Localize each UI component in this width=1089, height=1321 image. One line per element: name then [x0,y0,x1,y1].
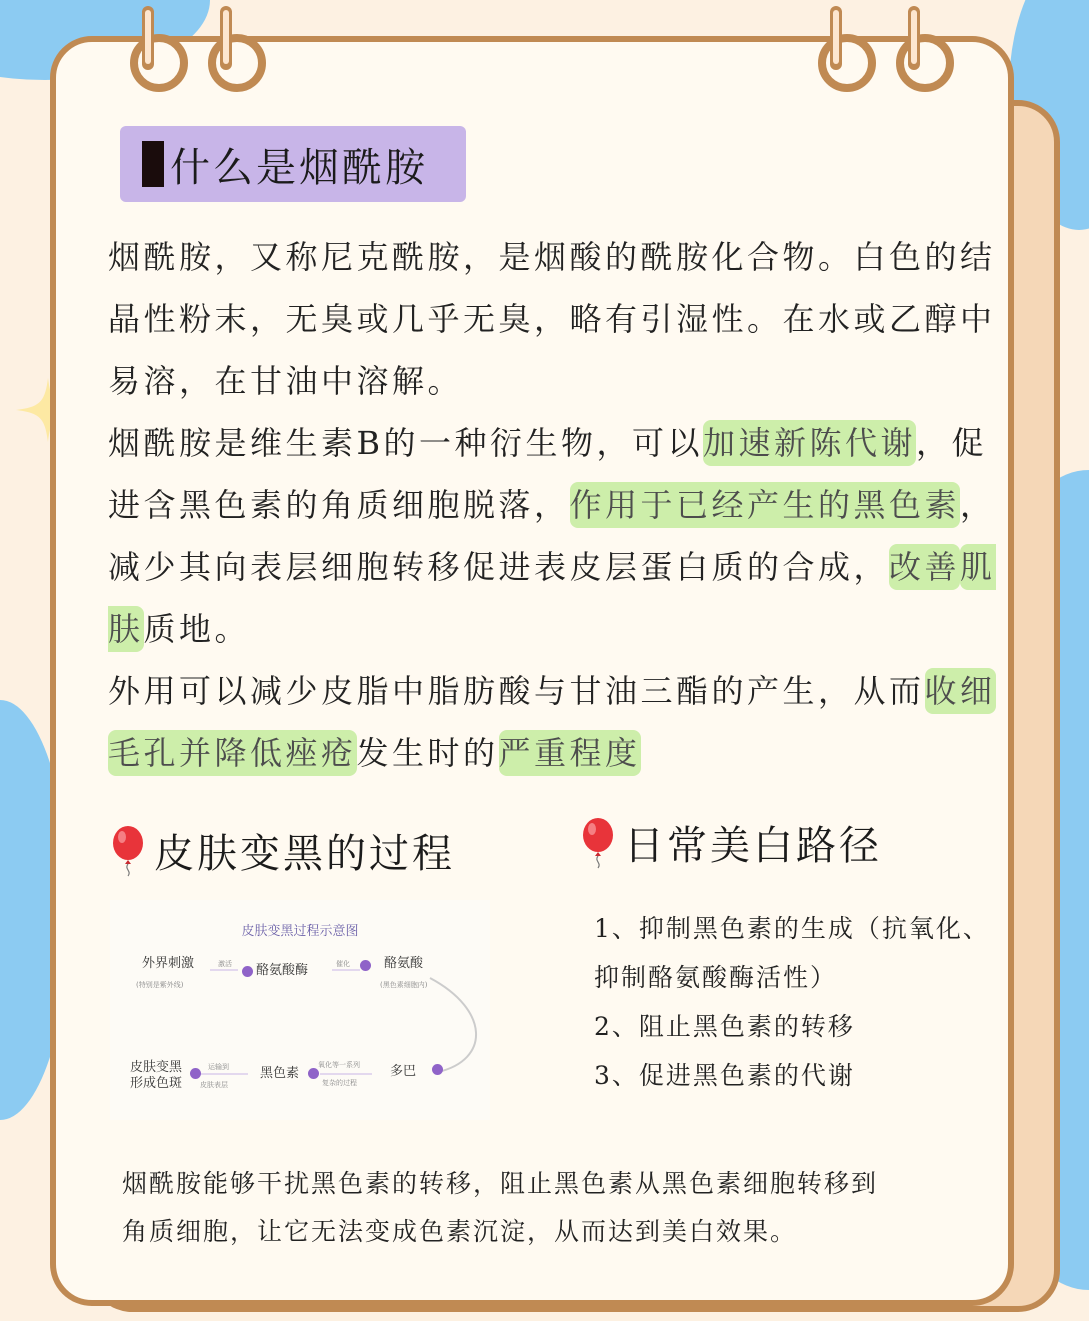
highlight: 严重程度 [499,730,641,776]
binder-ring-icon [818,34,876,92]
section-title-banner [120,126,466,202]
section-title: 什么是烟酰胺 [170,144,428,191]
diagram-marker [242,966,253,977]
highlight: 加速新陈代谢 [703,420,916,466]
binder-ring-icon [896,34,954,92]
title-marker [142,141,164,187]
text-run: ，促进含黑色素的角质细胞脱落， [108,424,988,524]
list-item: 3、促进黑色素的代谢 [594,1061,855,1090]
text-run: 质地。 [143,610,251,648]
diagram-title: 皮肤变黑过程示意图 [241,924,359,939]
paragraph: 烟酰胺，又称尼克酰胺，是烟酸的酰胺化合物。白色的结晶性粉末，无臭或几乎无臭，略有引湿性。在水或乙醇中易溶，在甘油中溶解。 [108,238,996,400]
text-run: 外用可以减少皮脂中脂肪酸与甘油三酯的产生，从而 [108,672,925,710]
diagram-node-line: 形成色斑 [130,1076,183,1091]
section-heading [580,814,882,871]
list-item: 2、阻止黑色素的转移 [594,1012,855,1041]
diagram-marker [360,960,371,971]
diagram-node-note: (黑色素细胞内) [380,981,428,989]
diagram-node [130,1060,182,1092]
diagram-marker [308,1068,319,1079]
diagram-edge-label: 激活 [218,960,232,968]
diagram-node-line: 皮肤变黑 [130,1060,183,1075]
conclusion-text [122,1160,942,1256]
section-heading-text: 皮肤变黑的过程 [154,831,455,877]
diagram-node: 黑色素 [260,1066,300,1081]
diagram-edge-label: 皮肤表层 [200,1081,228,1089]
highlight: 肌肤 [108,544,996,652]
list-item: 1、抑制黑色素的生成（抗氧化、 [594,914,990,943]
conclusion-line: 烟酰胺能够干扰黑色素的转移，阻止黑色素从黑色素细胞转移到 [122,1169,879,1198]
conclusion-line: 角质细胞，让它无法变成色素沉淀，从而达到美白效果。 [122,1217,798,1246]
binder-clip-icon [908,6,920,70]
highlight: 收细 [925,668,996,714]
diagram-node: 酪氨酸酶 [256,963,309,978]
binder-clip-icon [142,6,154,70]
binder-clip-icon [220,6,232,70]
text-run: 发生时的 [356,734,499,772]
diagram-node: 酪氨酸 [384,956,424,971]
binder-ring-icon [208,34,266,92]
paragraph [108,660,998,784]
diagram-marker [190,1068,201,1079]
list-item: 抑制酪氨酸酶活性） [594,963,838,992]
highlight: 改善 [889,544,960,590]
diagram-edge-label: 运输到 [208,1063,229,1071]
highlight: 毛孔并降低痤疮 [108,730,357,776]
diagram-node-note: (特别是紫外线) [136,981,184,989]
intro-text [108,226,998,784]
balloon-icon [110,825,146,877]
text-run: 烟酰胺是维生素B的一种衍生物，可以 [108,424,704,462]
diagram-node: 多巴 [390,1064,417,1079]
whitening-path-list [594,904,994,1100]
diagram-edge-label: 催化 [336,960,350,968]
binder-clip-icon [830,6,842,70]
diagram-edge-label: 复杂的过程 [322,1079,357,1087]
section-heading [110,822,455,879]
balloon-icon [580,817,616,869]
binder-ring-icon [130,34,188,92]
skin-darkening-diagram [110,900,490,1120]
diagram-node: 外界刺激 [142,956,195,971]
highlight: 作用于已经产生的黑色素 [570,482,961,528]
diagram-edge-label: 氧化等一系列 [318,1061,360,1069]
section-heading-text: 日常美白路径 [624,823,882,869]
paragraph [108,412,998,660]
diagram-marker [432,1064,443,1075]
text-run: ，减少其向表层细胞转移促进表皮层蛋白质的合成， [108,486,996,586]
